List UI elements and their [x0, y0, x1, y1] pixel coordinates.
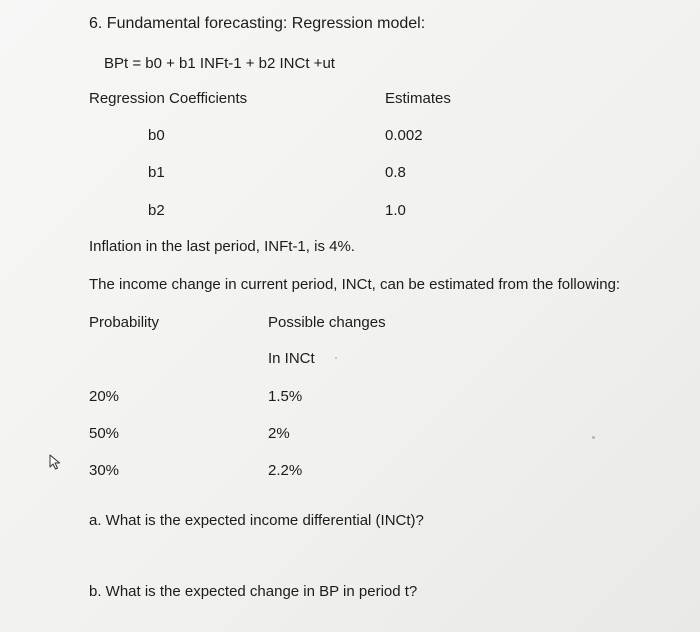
coefficient-name-b1: b1 [148, 164, 165, 181]
coefficient-estimate-b1: 0.8 [385, 164, 406, 181]
income-change-value: 2.2% [268, 462, 303, 479]
problem-title: 6. Fundamental forecasting: Regression model: [89, 15, 426, 32]
question-a: a. What is the expected income differential (INCt)? [89, 512, 424, 529]
income-change-statement: The income change in current period, INCt, can be estimated from the following: [89, 276, 621, 293]
coefficients-header-label: Regression Coefficients [89, 90, 248, 107]
in-inct-header-label: In INCt [268, 350, 315, 367]
coefficient-name-b2: b2 [148, 202, 165, 219]
regression-equation: BPt = b0 + b1 INFt-1 + b2 INCt +ut [104, 55, 335, 72]
probability-value: 50% [89, 425, 120, 442]
coefficient-estimate-b0: 0.002 [385, 127, 423, 144]
probability-value: 20% [89, 388, 120, 405]
probability-value: 30% [89, 462, 120, 479]
income-change-value: 1.5% [268, 388, 303, 405]
coefficient-name-b0: b0 [148, 127, 165, 144]
mouse-pointer-icon [49, 454, 63, 470]
coefficient-estimate-b2: 1.0 [385, 202, 406, 219]
possible-changes-header-label: Possible changes [268, 314, 386, 331]
estimates-header-label: Estimates [385, 90, 451, 107]
question-b: b. What is the expected change in BP in period t? [89, 583, 418, 600]
inflation-statement: Inflation in the last period, INFt-1, is 4%. [89, 238, 355, 255]
page-speck [335, 357, 337, 359]
income-change-value: 2% [268, 425, 290, 442]
page-speck [592, 436, 595, 439]
probability-header-label: Probability [89, 314, 160, 331]
